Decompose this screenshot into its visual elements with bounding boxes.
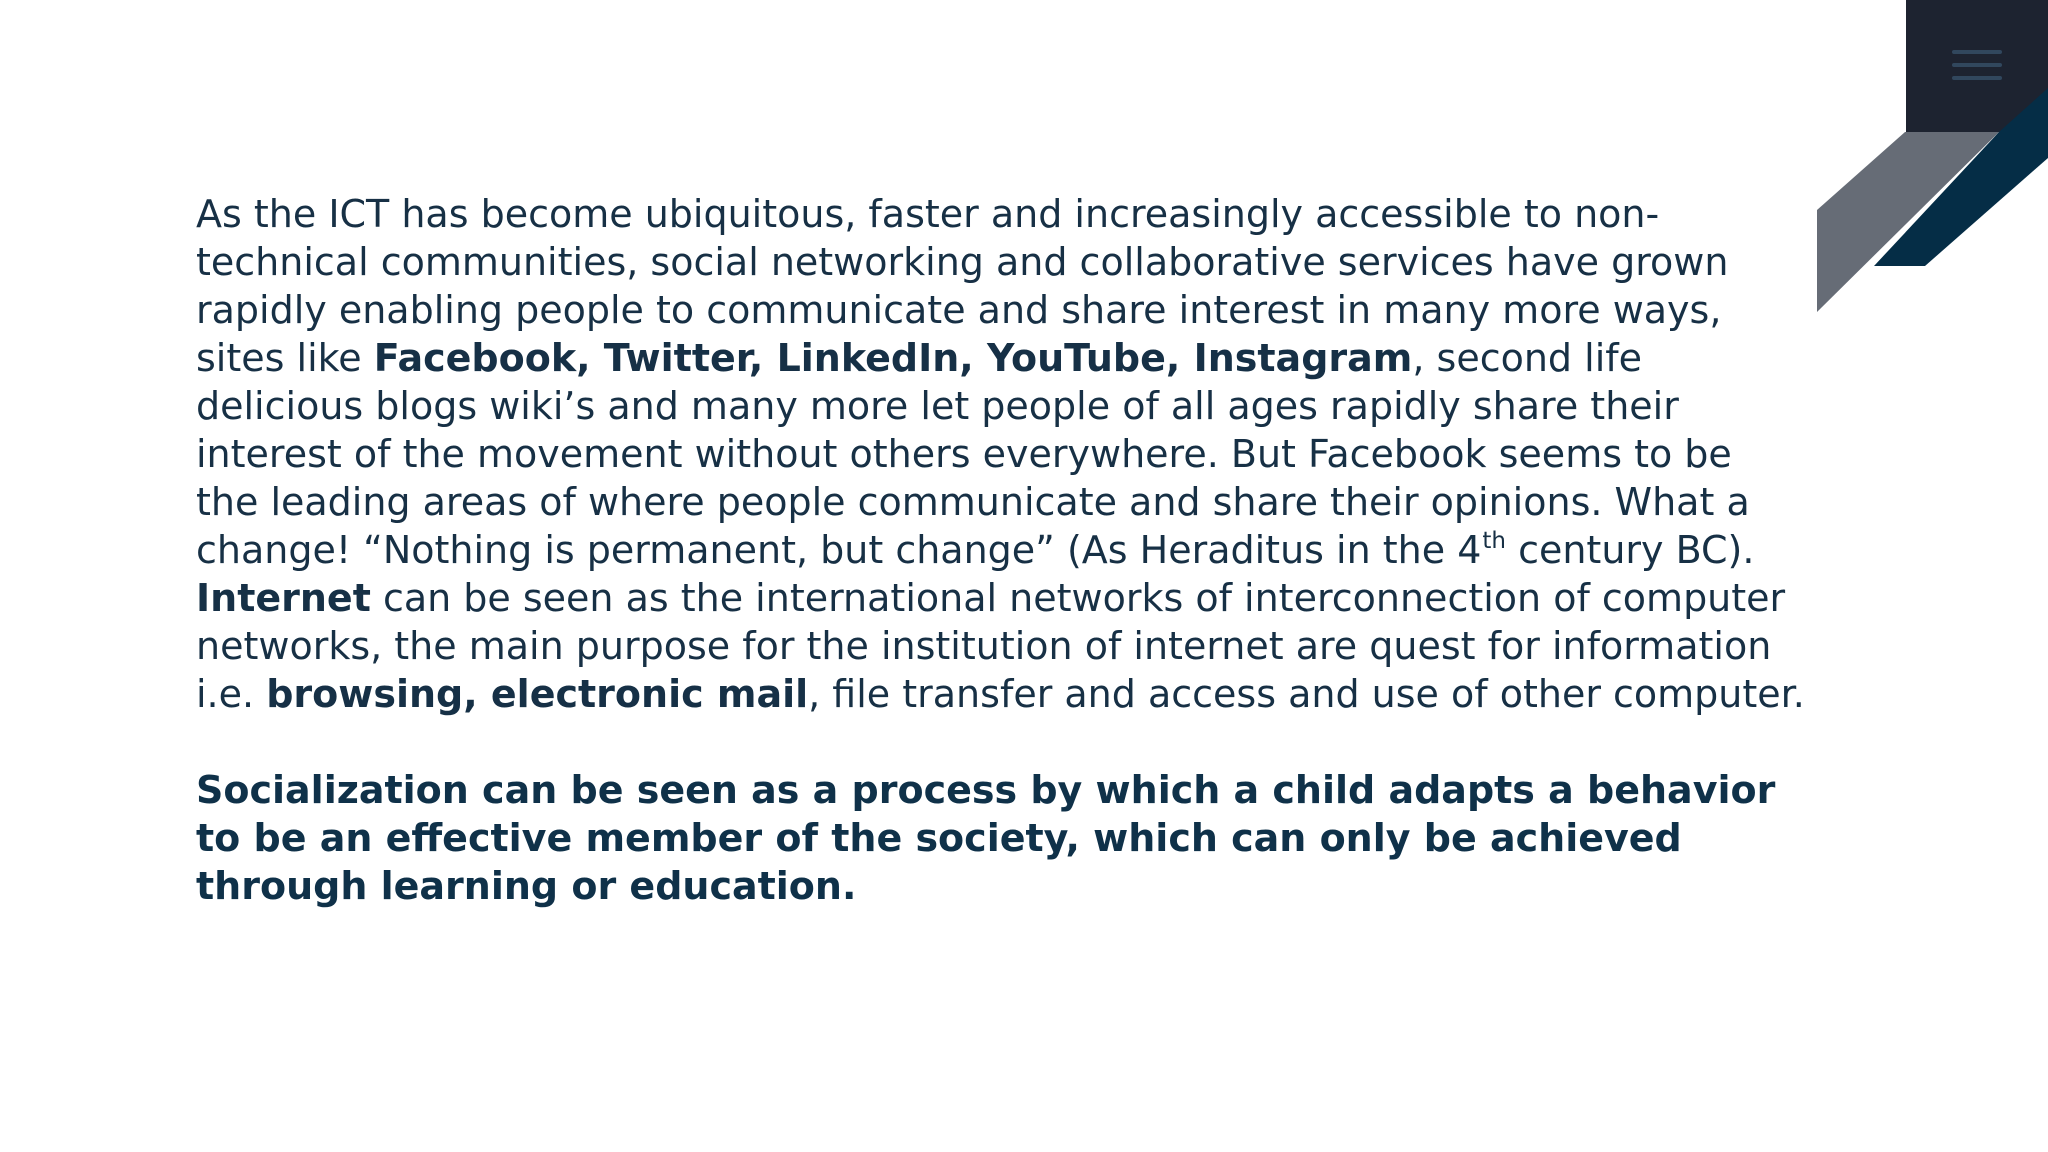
internet-services: browsing, electronic mail	[266, 672, 809, 716]
corner-gray-slash	[1817, 132, 1999, 312]
menu-button[interactable]	[1906, 0, 2048, 132]
slide-content	[196, 190, 1806, 910]
menu-icon-line-middle	[1952, 63, 2002, 67]
intro-text: As the ICT has become ubiquitous, faster and increasingly accessible to non-technical communities, social networking and collaborative services have grown rapidly enabling people to communicate and share interest in many more ways, sites like	[196, 192, 1729, 380]
social-sites-list: Facebook, Twitter, LinkedIn, YouTube, Instagram	[373, 336, 1413, 380]
menu-icon	[1952, 48, 2004, 84]
menu-icon-line-top	[1952, 50, 2002, 54]
menu-icon-line-bottom	[1952, 76, 2002, 80]
century-text: century BC).	[1506, 528, 1755, 572]
ending-text: , file transfer and access and use of other computer.	[808, 672, 1805, 716]
internet-definition-text: can be seen as the international networks of interconnection of computer networks, the main purpose for the institution of internet are quest for information i.e.	[196, 576, 1786, 716]
internet-term: Internet	[196, 576, 371, 620]
internet-paragraph	[196, 190, 1806, 718]
middle-text: , second life delicious blogs wiki’s and many more let people of all ages rapidly share their interest of the movement without others everywhere. But Facebook seems to be the leading areas of where people communicate and share their opinions. What a change! “Nothing is permanent, but change” (As Heraditus in the 4	[196, 336, 1750, 572]
ordinal-superscript: th	[1482, 528, 1506, 554]
socialization-paragraph: Socialization can be seen as a process by which a child adapts a behavior to be an effective member of the society, which can only be achieved through learning or education.	[196, 768, 1776, 908]
